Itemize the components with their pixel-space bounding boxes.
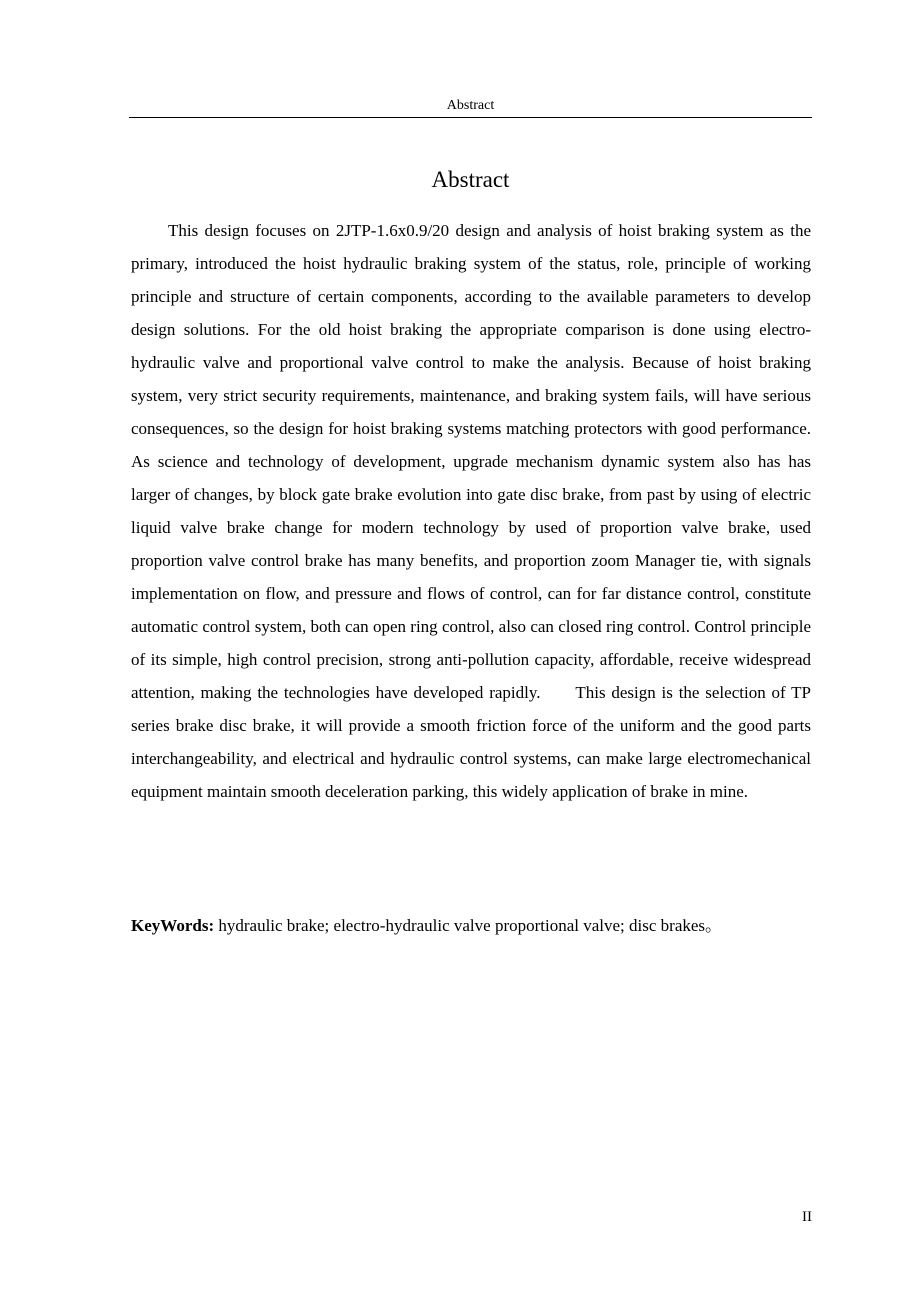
page-title: Abstract: [431, 167, 510, 192]
keywords-label: KeyWords:: [131, 916, 215, 935]
keywords-line: [131, 909, 811, 942]
page-number: II: [802, 1209, 812, 1225]
abstract-body: This design focuses on 2JTP-1.6x0.9/20 design and analysis of hoist braking system as the primary, introduced the hoist hydraulic braking system of the status, role, principle of working principle and structure of certain components, according to the available parameters to develop design solutions. For the old hoist braking the appropriate comparison is done using electro-hydraulic valve and proportional valve control to make the analysis. Because of hoist braking system, very strict security requirements, maintenance, and braking system fails, will have serious consequences, so the design for hoist braking systems matching protectors with good performance. As science and technology of development, upgrade mechanism dynamic system also has has larger of changes, by block gate brake evolution into gate disc brake, from past by using of electric liquid valve brake change for modern technology by used of proportion valve brake, used proportion valve control brake has many benefits, and proportion zoom Manager tie, with signals implementation on flow, and pressure and flows of control, can for far distance control, constitute automatic control system, both can open ring control, also can closed ring control. Control principle of its simple, high control precision, strong anti-pollution capacity, affordable, receive widespread attention, making the technologies have developed rapidly. This design is the selection of TP series brake disc brake, it will provide a smooth friction force of the uniform and the good parts interchangeability, and electrical and hydraulic control systems, can make large electromechanical equipment maintain smooth deceleration parking, this widely application of brake in mine.: [131, 221, 811, 801]
running-header-title: Abstract: [446, 98, 495, 113]
keywords-text: hydraulic brake; electro-hydraulic valve proportional valve; disc brakes。: [214, 916, 723, 935]
running-header: [129, 97, 812, 118]
